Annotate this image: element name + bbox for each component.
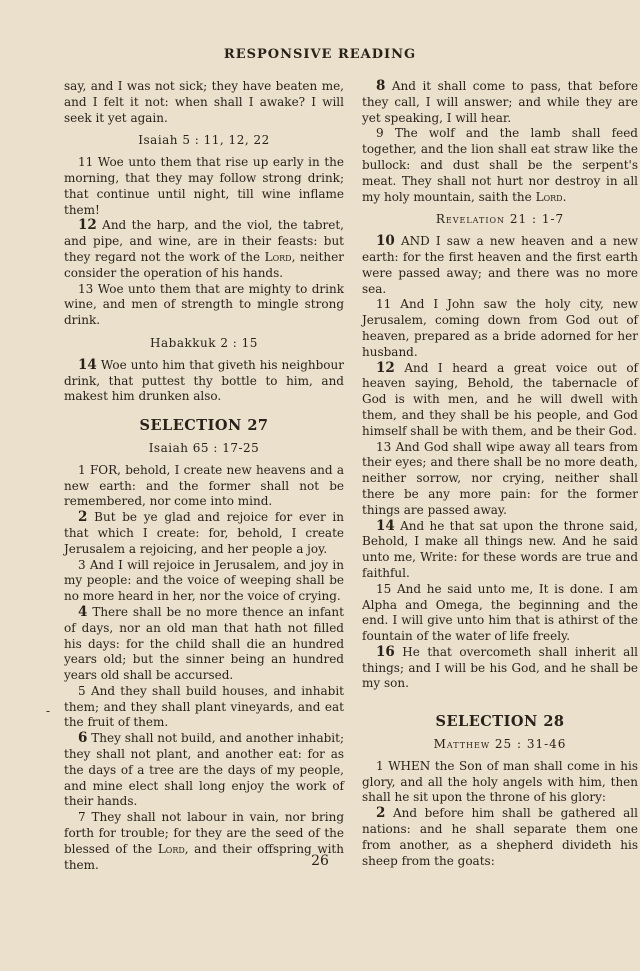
verse xyxy=(64,463,344,510)
page-number: 26 xyxy=(311,853,329,869)
lord-small-caps: Lord xyxy=(264,249,292,264)
verse-text: But be ye glad and rejoice for ever in that which I create: for, behold, I create Jerusalem a rejoicing, and her people a joy. xyxy=(64,510,344,556)
verse-number: 5 xyxy=(78,683,86,698)
verse-text: And before him shall be gathered all nations: and he shall separate them one from another, as a shepherd divideth his sheep from the goats: xyxy=(362,806,638,868)
verse xyxy=(362,519,638,582)
verse-text: And God shall wipe away all tears from their eyes; and there shall be no more death, neither sorrow, nor crying, neither shall there be any more pain: for the former things are passed away. xyxy=(362,439,638,517)
verse-number: 6 xyxy=(78,730,88,747)
left-column xyxy=(64,79,344,873)
verse-text: , neither consider the operation of his hands. xyxy=(64,249,344,280)
verse-number: 2 xyxy=(376,805,386,822)
verse xyxy=(64,684,344,731)
right-column xyxy=(362,79,638,869)
verse xyxy=(362,759,638,806)
verse xyxy=(362,582,638,645)
verse-number: 14 xyxy=(78,356,97,373)
verse-text: . xyxy=(562,189,567,204)
verse xyxy=(362,297,638,360)
verse xyxy=(362,234,638,297)
verse-text: Woe unto them that are mighty to drink wine, and men of strength to mingle strong drink. xyxy=(64,281,344,328)
verse-text: And I John saw the holy city, new Jerusalem, coming down from God out of heaven, prepared as a bride adorned for her husband. xyxy=(362,297,638,359)
verse-number: 1 xyxy=(376,758,384,773)
verse-text: And they shall build houses, and inhabit them; and they shall plant vineyards, and eat the fruit of them. xyxy=(64,683,344,730)
verse-number: 2 xyxy=(78,509,88,526)
verse-number: 12 xyxy=(78,217,97,234)
verse-number: 13 xyxy=(78,281,94,296)
verse-text: AND I saw a new heaven and a new earth: for the first heaven and the first earth were passed away; and there was no more sea. xyxy=(362,234,639,296)
verse-text: And he said unto me, It is done. I am Alpha and Omega, the beginning and the end. I will give unto him that is athirst of the fountain of the water of life freely. xyxy=(362,581,638,644)
verse-number: 4 xyxy=(78,603,88,620)
verse-text: And I heard a great voice out of heaven saying, Behold, the tabernacle of God is with men, and he will dwell with them, and they shall be his people, and God himself shall be with them, and be their God. xyxy=(362,360,638,438)
verse-text: And the harp, and the viol, the tabret, and pipe, and wine, are in their feasts: but they regard not the work of the xyxy=(64,218,344,264)
verse xyxy=(362,126,638,205)
verse xyxy=(64,605,344,684)
scripture-reference: Isaiah 5 : 11, 12, 22 xyxy=(138,133,270,148)
scripture-reference: Isaiah 65 : 17-25 xyxy=(148,440,260,455)
verse-number: 9 xyxy=(376,126,384,141)
verse-number: 10 xyxy=(376,233,395,250)
verse-number: 7 xyxy=(78,810,86,825)
verse-number: 14 xyxy=(376,517,395,534)
verse-text: They shall not build, and another inhabit; they shall not plant, and another eat: for as the days of a tree are the days of my people, and mine elect shall long enjoy the work of their hands. xyxy=(64,731,344,809)
scripture-reference: Habakkuk 2 : 15 xyxy=(150,335,258,350)
margin-mark: - xyxy=(46,704,51,718)
verse xyxy=(64,282,344,329)
verse-number: 11 xyxy=(376,297,392,312)
verse xyxy=(64,358,344,405)
verse-number: 15 xyxy=(376,581,392,596)
lord-small-caps: Lord xyxy=(157,841,185,856)
verse-text: , and their offspring with them. xyxy=(64,841,344,872)
verse-number: 16 xyxy=(376,643,395,660)
verse xyxy=(64,558,344,605)
verse xyxy=(64,731,344,810)
scripture-reference: Matthew 25 : 31-46 xyxy=(433,737,567,752)
verse-text: They shall not labour in vain, nor bring forth for trouble; for they are the seed of the blessed of the xyxy=(64,810,344,856)
verse-number: 8 xyxy=(376,78,386,94)
verse-text: Woe unto him that giveth his neighbour drink, that puttest thy bottle to him, and makest him drunken also. xyxy=(64,357,344,404)
verse-text: There shall be no more thence an infant of days, nor an old man that hath not filled his days: for the child shall die an hundred years old; but the sinner being an hundred years old shall be accursed. xyxy=(64,604,344,683)
selection-title: SELECTION 28 xyxy=(435,713,565,731)
verse-text: And I will rejoice in Jerusalem, and joy in my people: and the voice of weeping shall be no more heard in her, nor the voice of crying. xyxy=(64,557,344,604)
verse xyxy=(64,155,344,218)
verse xyxy=(64,218,344,281)
verse-text: FOR, behold, I create new heavens and a new earth: and the former shall not be remembered, nor come into mind. xyxy=(64,462,344,509)
verse xyxy=(362,79,638,126)
scripture-reference: Revelation 21 : 1-7 xyxy=(435,212,565,227)
verse-number: 1 xyxy=(78,462,86,477)
verse-text: And it shall come to pass, that before they call, I will answer; and while they are yet speaking, I will hear. xyxy=(362,79,638,125)
verse xyxy=(362,361,638,440)
running-head: RESPONSIVE READING xyxy=(223,47,417,62)
verse-text: WHEN the Son of man shall come in his glory, and all the holy angels with him, then shall he sit upon the throne of his glory: xyxy=(362,758,638,805)
verse xyxy=(362,645,638,692)
verse-number: 13 xyxy=(376,439,392,454)
verse-text: He that overcometh shall inherit all things; and I will be his God, and he shall be my son. xyxy=(362,644,638,691)
verse-text: And he that sat upon the throne said, Behold, I make all things new. And he said unto me, Write: for these words are true and faithful. xyxy=(362,518,638,580)
verse-text: Woe unto them that rise up early in the morning, that they may follow strong drink; that continue until night, till wine inflame them! xyxy=(64,155,344,217)
selection-title: SELECTION 27 xyxy=(139,417,269,435)
verse-number: 12 xyxy=(376,359,395,376)
verse xyxy=(64,510,344,557)
verse xyxy=(362,440,638,519)
continuation-text: say, and I was not sick; they have beaten me, and I felt it not: when shall I awake? I will seek it yet again. xyxy=(64,79,344,125)
verse-text: The wolf and the lamb shall feed together, and the lion shall eat straw like the bullock: and dust shall be the serpent's meat. They shall not hurt nor destroy in all my holy mountain, saith the xyxy=(362,126,638,204)
verse-number: 11 xyxy=(78,155,94,170)
verse-number: 3 xyxy=(78,557,86,572)
lord-small-caps: Lord xyxy=(535,189,563,204)
